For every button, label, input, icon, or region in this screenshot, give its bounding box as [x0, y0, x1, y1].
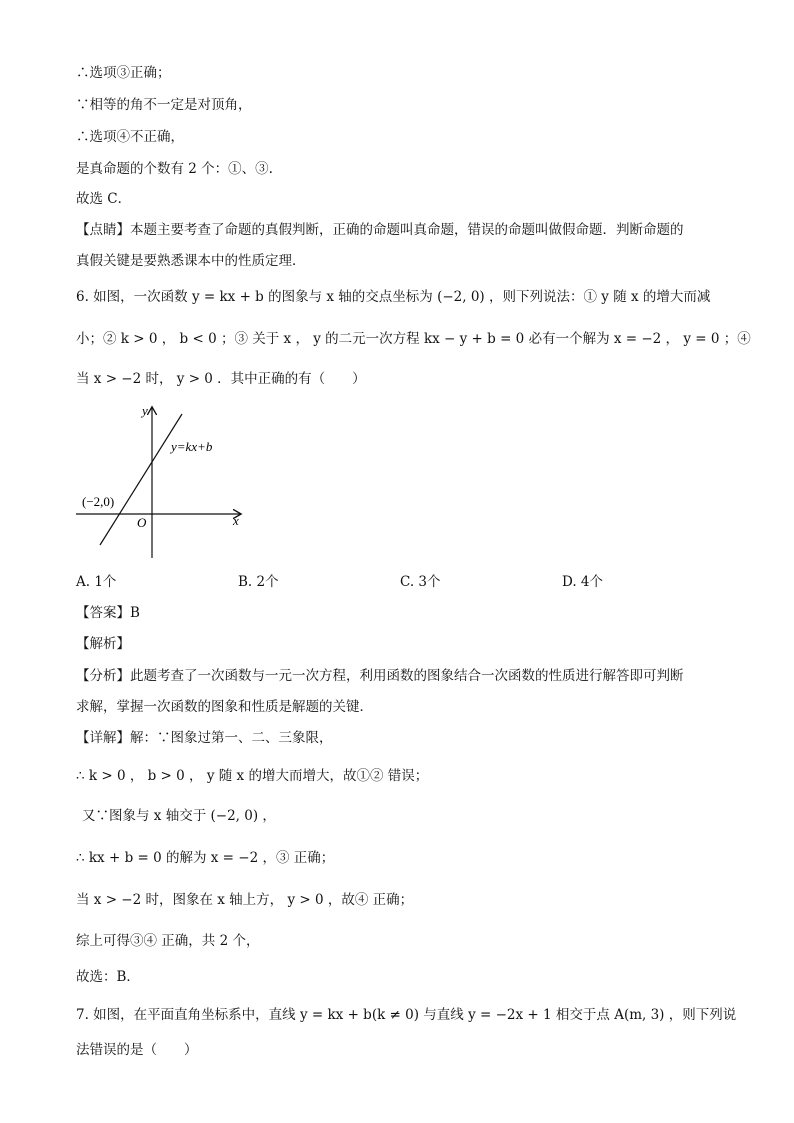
- line-equation-label: y=kx+b: [171, 439, 213, 454]
- detail-line: 综上可得③④ 正确，共 2 个，: [76, 933, 260, 949]
- origin-label: O: [137, 515, 147, 530]
- option-a: A. 1个: [76, 574, 117, 590]
- question-6-line-2: 小；② k > 0 ， b < 0 ；③ 关于 x ， y 的二元一次方程 kx − y + b = 0 必有一个解为 x = −2 ， y = 0 ；④: [76, 331, 751, 347]
- detail-line: ∴ k > 0 ， b > 0 ， y 随 x 的增大而增大，故①② 错误；: [76, 768, 429, 784]
- question-6-line-3: 当 x > −2 时， y > 0 ．其中正确的有（ ）: [76, 371, 366, 387]
- detail-line: 故选：B．: [76, 969, 140, 985]
- option-c: C. 3个: [400, 574, 441, 590]
- solution-line: ∵相等的角不一定是对顶角，: [76, 97, 252, 113]
- solution-line: 是真命题的个数有 2 个：①、③.: [76, 161, 273, 177]
- question-7-line-2: 法错误的是（ ）: [76, 1042, 198, 1058]
- linear-function-graph: [70, 400, 250, 560]
- comment-line: 【点睛】本题主要考查了命题的真假判断，正确的命题叫真命题，错误的命题叫做假命题．判断命题的: [76, 222, 684, 238]
- analysis-title: 【解析】: [76, 636, 130, 652]
- intercept-label: (−2,0): [82, 494, 115, 509]
- option-d: D. 4个: [562, 574, 604, 590]
- answer-line: 【答案】B: [76, 605, 140, 621]
- detail-line: 【详解】解：∵图象过第一、二、三象限，: [76, 730, 333, 746]
- question-6-line-1: 6. 如图，一次函数 y = kx + b 的图象与 x 轴的交点坐标为 (−2, 0) ，则下列说法：① y 随 x 的增大而减: [76, 289, 711, 305]
- question-7-line-1: 7. 如图，在平面直角坐标系中，直线 y = kx + b(k ≠ 0) 与直线 y = −2x + 1 相交于点 A(m, 3) ，则下列说: [76, 1007, 737, 1023]
- option-b: B. 2个: [238, 574, 279, 590]
- solution-line: ∴选项④不正确，: [76, 129, 184, 145]
- analysis-line: 求解，掌握一次函数的图象和性质是解题的关键．: [76, 699, 373, 715]
- analysis-line: 【分析】此题考查了一次函数与一元一次方程，利用函数的图象结合一次函数的性质进行解答即可判断: [76, 668, 684, 684]
- comment-line: 真假关键是要熟悉课本中的性质定理．: [76, 253, 306, 269]
- detail-line: ∴ kx + b = 0 的解为 x = −2 ，③ 正确；: [76, 850, 335, 866]
- y-axis-label: y: [142, 403, 148, 418]
- x-axis-label: x: [233, 513, 239, 528]
- solution-line: ∴选项③正确；: [76, 65, 171, 81]
- detail-line: 又∵图象与 x 轴交于 (−2, 0) ，: [82, 808, 276, 824]
- detail-line: 当 x > −2 时，图象在 x 轴上方， y > 0 ，故④ 正确；: [76, 892, 414, 908]
- solution-line: 故选 C．: [76, 191, 132, 207]
